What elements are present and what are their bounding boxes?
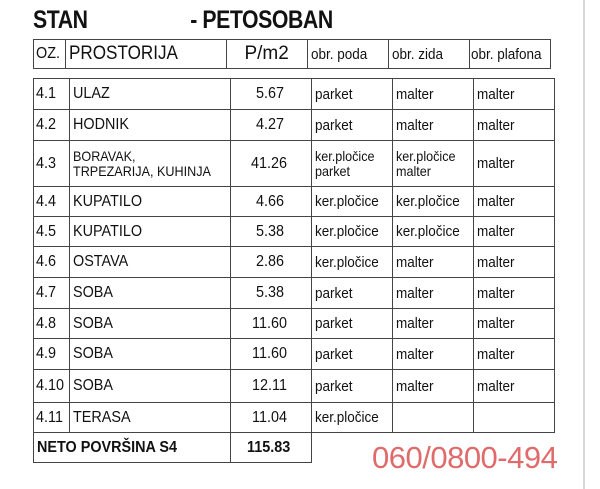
floor-cell <box>312 309 393 339</box>
area-cell <box>231 141 312 187</box>
rooms-table <box>33 78 555 463</box>
room-cell <box>70 187 231 217</box>
room-cell <box>70 217 231 247</box>
room-cell <box>70 339 231 370</box>
oz-cell <box>34 217 70 247</box>
wall-cell-text: malter <box>396 253 434 271</box>
phone-number: 060/0800-494 <box>372 440 558 475</box>
area-cell <box>231 339 312 370</box>
oz-cell <box>34 187 70 217</box>
ceiling-cell-text: malter <box>477 253 515 271</box>
floor-cell-text: ker.pločice <box>315 253 379 271</box>
oz-cell-text: 4.8 <box>36 314 57 332</box>
floor-cell <box>312 217 393 247</box>
header-room: PROSTORIJA <box>65 40 226 69</box>
room-cell-text: KUPATILO <box>73 192 143 210</box>
table-row <box>34 309 555 339</box>
oz-cell-text: 4.7 <box>36 284 57 301</box>
floor-cell-text: ker.pločice <box>315 193 379 210</box>
wall-cell-text: malter <box>396 162 432 179</box>
oz-cell <box>34 339 70 370</box>
table-row <box>34 187 555 217</box>
floor-cell <box>312 403 393 433</box>
title-right: - PETOSOBAN <box>190 6 333 34</box>
ceiling-cell <box>474 247 555 278</box>
table-row <box>34 110 555 141</box>
oz-cell <box>34 309 70 339</box>
area-cell <box>231 217 312 247</box>
header-ceiling: obr. plafona <box>469 40 550 69</box>
header-wall: obr. zida <box>388 40 469 69</box>
floor-cell-text: parket <box>315 162 351 179</box>
ceiling-cell <box>474 110 555 141</box>
room-cell <box>70 403 231 433</box>
ceiling-cell-text: malter <box>477 377 515 395</box>
ceiling-cell <box>474 403 555 433</box>
area-cell <box>231 278 312 309</box>
wall-cell <box>393 247 474 278</box>
table-row <box>34 247 555 278</box>
oz-cell-text: 4.9 <box>36 345 57 362</box>
area-cell <box>231 370 312 403</box>
floor-cell <box>312 187 393 217</box>
ceiling-cell-text: malter <box>477 155 515 172</box>
floor-cell <box>312 79 393 110</box>
table-row <box>34 141 555 187</box>
area-cell <box>231 403 312 433</box>
table-row <box>34 403 555 433</box>
floor-cell-text: parket <box>315 85 353 103</box>
room-cell-text: SOBA <box>73 377 114 394</box>
floor-cell <box>312 247 393 278</box>
page-title <box>33 6 333 35</box>
ceiling-cell <box>474 141 555 187</box>
total-label: NETO POVRŠINA S4 <box>34 433 231 463</box>
floor-cell <box>312 141 393 187</box>
room-cell <box>70 247 231 278</box>
ceiling-cell-text: malter <box>477 116 515 134</box>
wall-cell-text: malter <box>396 377 434 395</box>
area-cell-text: 2.86 <box>255 253 284 270</box>
total-value: 115.83 <box>231 433 312 463</box>
ceiling-cell <box>474 370 555 403</box>
floor-cell <box>312 110 393 141</box>
wall-cell-text: malter <box>396 85 434 103</box>
ceiling-cell <box>474 339 555 370</box>
wall-cell-text: malter <box>396 315 434 332</box>
table-row <box>34 79 555 110</box>
room-cell-text: OSTAVA <box>73 253 129 270</box>
header-area: P/m2 <box>226 40 307 69</box>
ceiling-cell-text: malter <box>477 345 515 363</box>
oz-cell-text: 4.10 <box>36 377 65 394</box>
wall-cell-text: ker.pločice <box>396 223 460 240</box>
room-cell-text: HODNIK <box>73 116 130 133</box>
room-cell-text: SOBA <box>73 284 114 301</box>
room-cell <box>70 141 231 187</box>
ceiling-cell-text: malter <box>477 315 515 332</box>
wall-cell <box>393 370 474 403</box>
oz-cell <box>34 110 70 141</box>
oz-cell-text: 4.2 <box>36 116 57 133</box>
room-cell-text: TERASA <box>73 408 131 426</box>
floor-cell <box>312 370 393 403</box>
floor-cell <box>312 339 393 370</box>
oz-cell-text: 4.11 <box>36 408 63 426</box>
room-cell <box>70 110 231 141</box>
area-cell <box>231 247 312 278</box>
room-cell-text: BORAVAK, <box>73 147 136 164</box>
title-left: STAN <box>33 6 88 34</box>
wall-cell <box>393 339 474 370</box>
area-cell <box>231 110 312 141</box>
wall-cell <box>393 79 474 110</box>
room-cell-text: SOBA <box>73 345 114 362</box>
ceiling-cell <box>474 309 555 339</box>
area-cell-text: 5.67 <box>255 85 284 102</box>
wall-cell <box>393 217 474 247</box>
floor-cell-text: parket <box>315 284 353 302</box>
area-cell-text: 4.66 <box>255 192 284 210</box>
area-cell <box>231 309 312 339</box>
wall-cell <box>393 110 474 141</box>
oz-cell <box>34 79 70 110</box>
oz-cell-text: 4.4 <box>36 192 57 210</box>
room-cell <box>70 278 231 309</box>
oz-cell-text: 4.6 <box>36 253 57 270</box>
oz-cell <box>34 141 70 187</box>
wall-cell <box>393 187 474 217</box>
area-cell-text: 41.26 <box>251 154 288 172</box>
wall-cell-text: ker.pločice <box>396 193 460 210</box>
area-cell-text: 5.38 <box>255 284 284 301</box>
oz-cell <box>34 370 70 403</box>
table-row <box>34 339 555 370</box>
floor-cell-text: parket <box>315 116 353 134</box>
floor-cell-text: ker.pločice <box>315 409 379 426</box>
ceiling-cell-text: malter <box>477 85 515 103</box>
oz-cell-text: 4.5 <box>36 222 57 240</box>
ceiling-cell <box>474 278 555 309</box>
ceiling-cell <box>474 79 555 110</box>
oz-cell <box>34 278 70 309</box>
area-cell <box>231 187 312 217</box>
header-oz: OZ. <box>34 40 66 69</box>
area-cell-text: 11.60 <box>251 314 287 332</box>
room-cell <box>70 370 231 403</box>
table-row <box>34 278 555 309</box>
ceiling-cell <box>474 217 555 247</box>
room-cell-text: KUPATILO <box>73 222 143 240</box>
ceiling-cell-text: malter <box>477 284 515 302</box>
floor-cell-text: ker.pločice <box>315 147 375 164</box>
header-floor: obr. poda <box>307 40 388 69</box>
area-cell-text: 11.60 <box>251 345 287 362</box>
wall-cell-text: ker.pločice <box>396 147 456 164</box>
wall-cell-text: malter <box>396 345 434 363</box>
floor-cell-text: parket <box>315 345 353 363</box>
room-cell-text: TRPEZARIJA, KUHINJA <box>73 162 212 179</box>
floor-cell <box>312 278 393 309</box>
oz-cell <box>34 403 70 433</box>
wall-cell-text: malter <box>396 284 434 302</box>
oz-cell-text: 4.1 <box>36 85 57 102</box>
table-row <box>34 370 555 403</box>
wall-cell <box>393 309 474 339</box>
room-cell-text: ULAZ <box>73 85 110 102</box>
floor-cell-text: parket <box>315 315 353 332</box>
area-cell-text: 11.04 <box>251 408 287 426</box>
oz-cell-text: 4.3 <box>36 154 57 172</box>
wall-cell <box>393 403 474 433</box>
floor-cell-text: parket <box>315 377 353 395</box>
room-cell-text: SOBA <box>73 314 114 332</box>
area-cell-text: 4.27 <box>255 116 284 133</box>
ceiling-cell-text: malter <box>477 193 515 210</box>
room-cell <box>70 309 231 339</box>
wall-cell <box>393 278 474 309</box>
ceiling-cell <box>474 187 555 217</box>
ceiling-cell-text: malter <box>477 223 515 240</box>
wall-cell <box>393 141 474 187</box>
divider <box>583 0 585 489</box>
wall-cell-text: malter <box>396 116 434 134</box>
area-cell-text: 5.38 <box>255 222 284 240</box>
area-cell <box>231 79 312 110</box>
table-header <box>33 39 551 69</box>
floor-cell-text: ker.pločice <box>315 223 379 240</box>
table-row <box>34 217 555 247</box>
room-cell <box>70 79 231 110</box>
area-cell-text: 12.11 <box>251 377 287 394</box>
oz-cell <box>34 247 70 278</box>
